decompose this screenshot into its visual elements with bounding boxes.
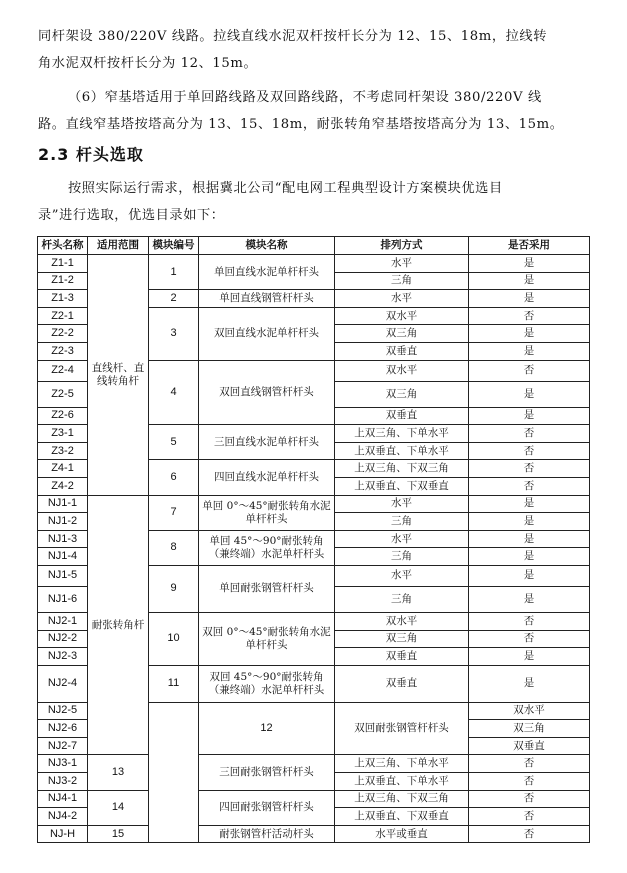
arrangement: 双水平 [335, 612, 469, 630]
table-header-row [38, 237, 590, 255]
module-number: 7 [149, 495, 199, 530]
header-adopted: 是否采用 [469, 237, 590, 255]
pole-code: Z3-2 [38, 442, 88, 460]
pole-code: NJ1-1 [38, 495, 88, 513]
adopted: 是 [469, 255, 590, 273]
arrangement: 水平 [335, 565, 469, 586]
pole-code: NJ2-1 [38, 612, 88, 630]
arrangement: 双垂直 [335, 648, 469, 666]
module-name: 双回直线钢管杆杆头 [199, 360, 335, 425]
adopted: 是 [469, 586, 590, 612]
adopted: 是 [469, 381, 590, 407]
module-number: 14 [88, 790, 149, 825]
paragraph-3 [38, 175, 598, 229]
arrangement: 上双三角、下双三角 [335, 790, 469, 808]
pole-code: Z2-3 [38, 342, 88, 360]
module-number: 3 [149, 307, 199, 360]
arrangement: 水平 [335, 530, 469, 548]
module-number: 10 [149, 612, 199, 665]
pole-code: Z2-6 [38, 407, 88, 425]
text-line: 角水泥双杆按杆长分为 12、15m。 [38, 56, 258, 71]
adopted: 是 [469, 495, 590, 513]
module-name: 单回耐张钢管杆杆头 [199, 565, 335, 612]
adopted: 是 [469, 530, 590, 548]
module-name: 双回直线水泥单杆杆头 [199, 307, 335, 360]
module-name: 双回 45°～90°耐张转角（兼终端）水泥单杆杆头 [199, 665, 335, 702]
module-number: 13 [88, 755, 149, 790]
arrangement: 水平 [335, 495, 469, 513]
paragraph-1 [38, 23, 598, 77]
arrangement: 三角 [335, 586, 469, 612]
module-number: 1 [149, 255, 199, 290]
adopted: 是 [469, 342, 590, 360]
adopted: 是 [469, 548, 590, 566]
arrangement: 双垂直 [335, 665, 469, 702]
module-number: 15 [88, 825, 149, 843]
pole-code: NJ1-2 [38, 513, 88, 531]
scope-cell-empty [149, 702, 199, 843]
arrangement: 双垂直 [335, 407, 469, 425]
pole-code: Z1-2 [38, 272, 88, 290]
adopted: 是 [469, 565, 590, 586]
header-pole-name: 杆头名称 [38, 237, 88, 255]
pole-code: NJ1-3 [38, 530, 88, 548]
arrangement: 三角 [335, 548, 469, 566]
text-line: 录”进行选取，优选目录如下： [38, 208, 225, 223]
pole-code: NJ2-4 [38, 665, 88, 702]
pole-code: NJ4-2 [38, 808, 88, 826]
pole-head-table [37, 236, 590, 843]
pole-code: Z1-1 [38, 255, 88, 273]
module-name: 单回直线水泥单杆杆头 [199, 255, 335, 290]
module-number: 6 [149, 460, 199, 495]
pole-code: NJ1-5 [38, 565, 88, 586]
table-row [38, 825, 590, 843]
arrangement: 上双垂直、下双垂直 [335, 477, 469, 495]
adopted: 否 [469, 612, 590, 630]
pole-code: Z2-2 [38, 325, 88, 343]
adopted: 否 [469, 477, 590, 495]
adopted: 否 [469, 360, 590, 381]
module-number: 11 [149, 665, 199, 702]
text-line: 按照实际运行需求，根据冀北公司“配电网工程典型设计方案模块优选目 [68, 181, 503, 196]
text-line: （6）窄基塔适用于单回路线路及双回路线路，不考虑同杆架设 380/220V 线 [68, 90, 542, 105]
arrangement: 双三角 [335, 381, 469, 407]
arrangement: 双三角 [469, 720, 590, 738]
adopted: 是 [469, 665, 590, 702]
adopted: 是 [469, 290, 590, 308]
adopted: 否 [469, 425, 590, 443]
arrangement: 双水平 [335, 360, 469, 381]
arrangement: 上双垂直、下单水平 [335, 773, 469, 791]
adopted: 否 [469, 755, 590, 773]
pole-code: NJ2-5 [38, 702, 88, 720]
arrangement: 水平或垂直 [335, 825, 469, 843]
pole-code: Z2-1 [38, 307, 88, 325]
header-arrangement: 排列方式 [335, 237, 469, 255]
pole-code: Z1-3 [38, 290, 88, 308]
header-scope: 适用范围 [88, 237, 149, 255]
pole-code: NJ-H [38, 825, 88, 843]
pole-code: NJ3-2 [38, 773, 88, 791]
module-name: 四回直线水泥单杆杆头 [199, 460, 335, 495]
arrangement: 双垂直 [469, 737, 590, 755]
header-module-name: 模块名称 [199, 237, 335, 255]
module-name: 单回 0°～45°耐张转角水泥单杆杆头 [199, 495, 335, 530]
adopted: 否 [469, 808, 590, 826]
pole-code: NJ2-6 [38, 720, 88, 738]
pole-code: NJ2-3 [38, 648, 88, 666]
pole-code: Z2-4 [38, 360, 88, 381]
module-name: 三回直线水泥单杆杆头 [199, 425, 335, 460]
arrangement: 水平 [335, 255, 469, 273]
text-line: 同杆架设 380/220V 线路。拉线直线水泥双杆按杆长分为 12、15、18m，拉线转 [38, 29, 548, 44]
module-name: 双回耐张钢管杆杆头 [335, 702, 469, 755]
pole-code: NJ4-1 [38, 790, 88, 808]
module-number: 9 [149, 565, 199, 612]
adopted: 否 [469, 825, 590, 843]
arrangement: 双三角 [335, 630, 469, 648]
section-heading: 2.3 杆头选取 [38, 145, 144, 164]
arrangement: 上双垂直、下双垂直 [335, 808, 469, 826]
module-name: 单回直线钢管杆杆头 [199, 290, 335, 308]
pole-code: NJ3-1 [38, 755, 88, 773]
adopted: 否 [469, 307, 590, 325]
adopted: 是 [469, 407, 590, 425]
adopted: 是 [469, 513, 590, 531]
module-name: 单回 45°～90°耐张转角（兼终端）水泥单杆杆头 [199, 530, 335, 565]
pole-code: Z2-5 [38, 381, 88, 407]
adopted: 是 [469, 325, 590, 343]
adopted: 否 [469, 460, 590, 478]
arrangement: 上双垂直、下单水平 [335, 442, 469, 460]
module-number: 4 [149, 360, 199, 425]
module-name: 四回耐张钢管杆杆头 [199, 790, 335, 825]
pole-code: Z4-1 [38, 460, 88, 478]
adopted: 否 [469, 790, 590, 808]
module-number: 2 [149, 290, 199, 308]
module-number: 12 [199, 702, 335, 755]
arrangement: 上双三角、下单水平 [335, 755, 469, 773]
paragraph-2 [38, 84, 598, 138]
module-number: 8 [149, 530, 199, 565]
module-name: 三回耐张钢管杆杆头 [199, 755, 335, 790]
arrangement: 双水平 [335, 307, 469, 325]
module-name: 耐张钢管杆活动杆头 [199, 825, 335, 843]
scope-cell: 耐张转角杆 [88, 495, 149, 755]
header-module-number: 模块编号 [149, 237, 199, 255]
text-line: 路。直线窄基塔按塔高分为 13、15、18m，耐张转角窄基塔按塔高分为 13、15m。 [38, 117, 564, 132]
arrangement: 双水平 [469, 702, 590, 720]
pole-code: NJ1-4 [38, 548, 88, 566]
arrangement: 双三角 [335, 325, 469, 343]
arrangement: 上双三角、下双三角 [335, 460, 469, 478]
adopted: 否 [469, 442, 590, 460]
adopted: 是 [469, 648, 590, 666]
module-number: 5 [149, 425, 199, 460]
table-row [38, 790, 590, 808]
adopted: 是 [469, 272, 590, 290]
adopted: 否 [469, 773, 590, 791]
adopted: 否 [469, 630, 590, 648]
pole-code: NJ2-7 [38, 737, 88, 755]
pole-code: Z3-1 [38, 425, 88, 443]
arrangement: 三角 [335, 272, 469, 290]
pole-code: Z4-2 [38, 477, 88, 495]
table-row [38, 755, 590, 773]
module-name: 双回 0°～45°耐张转角水泥单杆杆头 [199, 612, 335, 665]
table-row [38, 255, 590, 273]
pole-code: NJ1-6 [38, 586, 88, 612]
scope-cell: 直线杆、直线转角杆 [88, 255, 149, 496]
table-row [38, 495, 590, 513]
arrangement: 水平 [335, 290, 469, 308]
arrangement: 上双三角、下单水平 [335, 425, 469, 443]
pole-code: NJ2-2 [38, 630, 88, 648]
arrangement: 三角 [335, 513, 469, 531]
arrangement: 双垂直 [335, 342, 469, 360]
